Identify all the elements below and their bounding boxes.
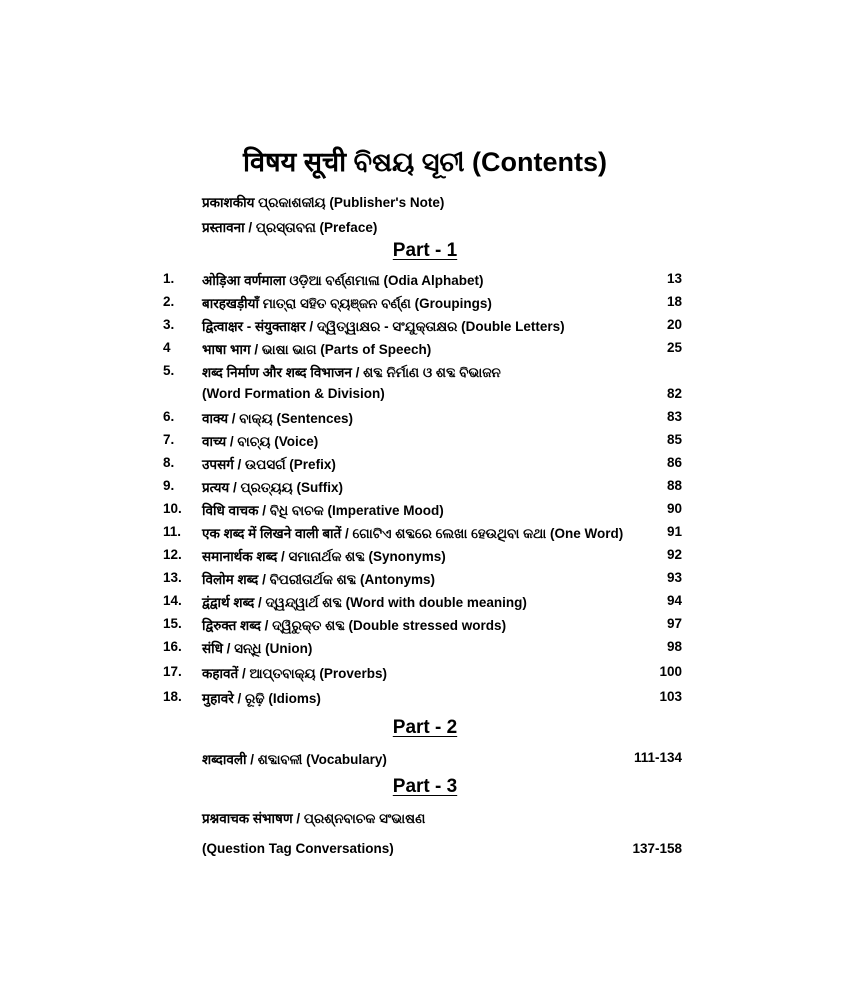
entry-text: प्रत्यय / ପ୍ରତ୍ୟୟ (Suffix) xyxy=(202,480,343,495)
entry-page: 85 xyxy=(666,432,682,447)
toc-entry xyxy=(0,478,850,498)
toc-entry-vocabulary xyxy=(0,750,850,770)
toc-entry-question-tag xyxy=(0,809,850,829)
toc-entry xyxy=(0,616,850,636)
toc-entry xyxy=(0,524,850,544)
entry-number: 10. xyxy=(163,501,182,516)
entry-page: 100 xyxy=(659,664,682,679)
entry-number: 11. xyxy=(163,524,182,539)
entry-text: भाषा भाग / ଭାଷା ଭାଗ (Parts of Speech) xyxy=(202,342,432,357)
toc-entry xyxy=(0,340,850,360)
toc-entry xyxy=(0,639,850,659)
entry-page: 93 xyxy=(666,570,682,585)
toc-entry xyxy=(0,386,850,406)
part-3-heading: Part - 3 xyxy=(392,776,458,797)
entry-page: 111-134 xyxy=(633,750,682,765)
toc-entry xyxy=(0,455,850,475)
entry-page: 90 xyxy=(666,501,682,516)
entry-number: 18. xyxy=(163,689,182,704)
entry-text: विलोम शब्द / ବିପରୀତାର୍ଥକ ଶବ୍ଦ (Antonyms) xyxy=(202,572,435,587)
toc-entry xyxy=(0,664,850,684)
part-1-heading: Part - 1 xyxy=(392,240,458,261)
entry-number: 5. xyxy=(163,363,175,378)
entry-number: 1. xyxy=(163,271,175,286)
entry-text: उपसर्ग / ଉପସର୍ଗ (Prefix) xyxy=(202,457,336,472)
toc-entry-question-tag-en xyxy=(0,841,850,861)
entry-text: संधि / ସନ୍ଧି (Union) xyxy=(202,641,313,656)
toc-entry xyxy=(0,547,850,567)
part-2-heading: Part - 2 xyxy=(392,717,458,738)
page-title: विषय सूची ବିଷୟ ସୂଚୀ (Contents) xyxy=(243,147,607,177)
entry-number: 2. xyxy=(163,294,175,309)
entry-page: 13 xyxy=(666,271,682,286)
entry-number: 9. xyxy=(163,478,175,493)
entry-page: 25 xyxy=(666,340,682,355)
entry-number: 3. xyxy=(163,317,175,332)
entry-page: 20 xyxy=(666,317,682,332)
entry-page: 137-158 xyxy=(632,841,682,856)
front-matter-publishers-note: प्रकाशकीय ପ୍ରକାଶକୀୟ (Publisher's Note) xyxy=(202,195,445,210)
toc-entry xyxy=(0,432,850,452)
entry-page: 97 xyxy=(666,616,682,631)
entry-text: एक शब्द में लिखने वाली बातें / ଗୋଟିଏ ଶବ୍ଦରେ ଲେଖା ହେଉଥିବା କଥା (One Word) xyxy=(202,526,624,541)
entry-number: 13. xyxy=(163,570,182,585)
entry-text: शब्द निर्माण और शब्द विभाजन / ଶବ୍ଦ ନିର୍ମାଣ ଓ ଶବ୍ଦ ବିଭାଜନ xyxy=(202,365,501,380)
toc-entry xyxy=(0,409,850,429)
toc-entry xyxy=(0,317,850,337)
entry-text: (Question Tag Conversations) xyxy=(202,841,394,856)
entry-page: 98 xyxy=(666,639,682,654)
entry-number: 12. xyxy=(163,547,182,562)
entry-text: द्वंद्वार्थ शब्द / ଦ୍ୱନ୍ଦ୍ୱାର୍ଥ ଶବ୍ଦ (Word with double meaning) xyxy=(202,595,527,610)
entry-number: 17. xyxy=(163,664,182,679)
entry-number: 14. xyxy=(163,593,182,608)
entry-text: (Word Formation & Division) xyxy=(202,386,385,401)
entry-text: समानार्थक शब्द / ସମାନାର୍ଥକ ଶବ୍ଦ (Synonyms) xyxy=(202,549,446,564)
entry-text: प्रश्नवाचक संभाषण / ପ୍ରଶ୍ନବାଚକ ସଂଭାଷଣ xyxy=(202,811,426,826)
entry-page: 103 xyxy=(659,689,682,704)
toc-entry xyxy=(0,593,850,613)
entry-number: 15. xyxy=(163,616,182,631)
toc-entry xyxy=(0,363,850,383)
entry-text: वाच्य / ବାଚ୍ୟ (Voice) xyxy=(202,434,319,449)
toc-entry xyxy=(0,501,850,521)
entry-text: वाक्य / ବାକ୍ୟ (Sentences) xyxy=(202,411,353,426)
entry-text: विधि वाचक / ବିଧି ବାଚକ (Imperative Mood) xyxy=(202,503,444,518)
entry-page: 91 xyxy=(666,524,682,539)
entry-text: बारहखड़ीयाँ ମାତ୍ରା ସହିତ ବ୍ୟଞ୍ଜନ ବର୍ଣ୍ଣ (Groupings) xyxy=(202,296,492,311)
entry-text: शब्दावली / ଶବ୍ଦାବଳୀ (Vocabulary) xyxy=(202,752,387,767)
entry-page: 18 xyxy=(666,294,682,309)
entry-number: 6. xyxy=(163,409,175,424)
entry-text: द्विरुक्त शब्द / ଦ୍ୱିରୁକ୍ତ ଶବ୍ଦ (Double stressed words) xyxy=(202,618,507,633)
entry-page: 86 xyxy=(666,455,682,470)
entry-page: 88 xyxy=(666,478,682,493)
toc-entry xyxy=(0,271,850,291)
entry-number: 4 xyxy=(163,340,171,355)
entry-text: द्वित्वाक्षर - संयुक्ताक्षर / ଦ୍ୱିତ୍ୱାକ୍ଷର - ସଂଯୁକ୍ତାକ୍ଷର (Double Letters) xyxy=(202,319,565,334)
toc-entry xyxy=(0,570,850,590)
entry-page: 83 xyxy=(666,409,682,424)
entry-number: 7. xyxy=(163,432,175,447)
entry-page: 94 xyxy=(666,593,682,608)
front-matter-preface: प्रस्तावना / ପ୍ରସ୍ତାବନା (Preface) xyxy=(202,220,378,235)
toc-entry xyxy=(0,294,850,314)
entry-text: कहावतें / ଆପ୍ତବାକ୍ୟ (Proverbs) xyxy=(202,666,387,681)
entry-page: 92 xyxy=(666,547,682,562)
entry-number: 16. xyxy=(163,639,182,654)
entry-text: मुहावरे / ରୂଢ଼ି (Idioms) xyxy=(202,691,321,706)
entry-page: 82 xyxy=(666,386,682,401)
entry-number: 8. xyxy=(163,455,175,470)
toc-entry xyxy=(0,689,850,709)
entry-text: ओड़िआ वर्णमाला ଓଡ଼ିଆ ବର୍ଣ୍ଣମାଳା (Odia Alphabet) xyxy=(202,273,484,288)
